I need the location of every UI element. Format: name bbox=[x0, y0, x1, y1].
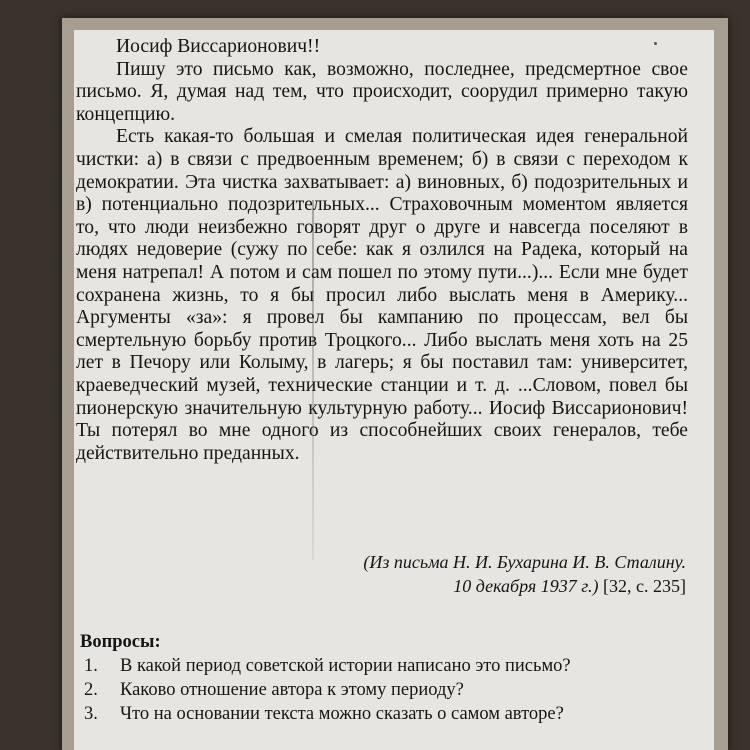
letter-salutation: Иосиф Виссарионович!! bbox=[116, 36, 321, 57]
paper-speck bbox=[654, 42, 657, 45]
question-text: Что на основании текста можно сказать о самом авторе? bbox=[120, 704, 564, 724]
questions-section bbox=[80, 630, 680, 726]
citation-line: (Из письма Н. И. Бухарина И. В. Сталину. bbox=[363, 552, 686, 572]
question-number: 2. bbox=[84, 680, 98, 700]
letter-paragraph: Пишу это письмо как, возможно, последнее, предсмертное свое письмо. Я, думая над тем, что происходит, соорудил примерно такую концепцию. bbox=[76, 58, 688, 125]
question-number: 3. bbox=[84, 704, 98, 724]
question-text: Каково отношение автора к этому периоду? bbox=[120, 680, 464, 700]
book-page bbox=[74, 30, 714, 750]
paper-fold-crease bbox=[312, 200, 314, 560]
citation-source: [32, с. 235] bbox=[603, 576, 686, 596]
question-item bbox=[80, 702, 680, 726]
question-item bbox=[80, 678, 680, 702]
letter-text bbox=[76, 36, 688, 465]
letter-paragraph: Есть какая-то большая и смелая политическая идея генеральной чистки: а) в связи с предвоенным временем; б) в связи с переходом к демократии. Эта чистка захватывает: а) виновных, б) подозрительных и в) потенциально подозрительных... Страховочным моментом является то, что люди неизбежно говорят друг о друге и навсегда поселяют в людях недоверие (сужу по себе: как я озлился на Радека, который на меня натрепал! А потом и сам пошел по этому пути...)... Если мне будет сохранена жизнь, то я бы просил либо выслать меня в Америку... Аргументы «за»: я провел бы кампанию по процессам, вел бы смертельную борьбу против Троцкого... Либо выслать меня хоть на 25 лет в Печору или Колыму, в лагерь; я бы поставил там: университет, краеведческий музей, технические станции и т. д. ...Словом, повел бы пионерскую значительную культурную работу... Иосиф Виссарионович! Ты потерял во мне одного из способнейших своих генералов, тебе действительно преданных. bbox=[76, 126, 688, 464]
questions-title: Вопросы: bbox=[80, 632, 161, 652]
question-number: 1. bbox=[84, 656, 98, 676]
citation bbox=[363, 550, 686, 598]
question-text: В какой период советской истории написано это письмо? bbox=[120, 656, 571, 676]
citation-date: 10 декабря 1937 г.) bbox=[453, 576, 599, 596]
question-item bbox=[80, 654, 680, 678]
